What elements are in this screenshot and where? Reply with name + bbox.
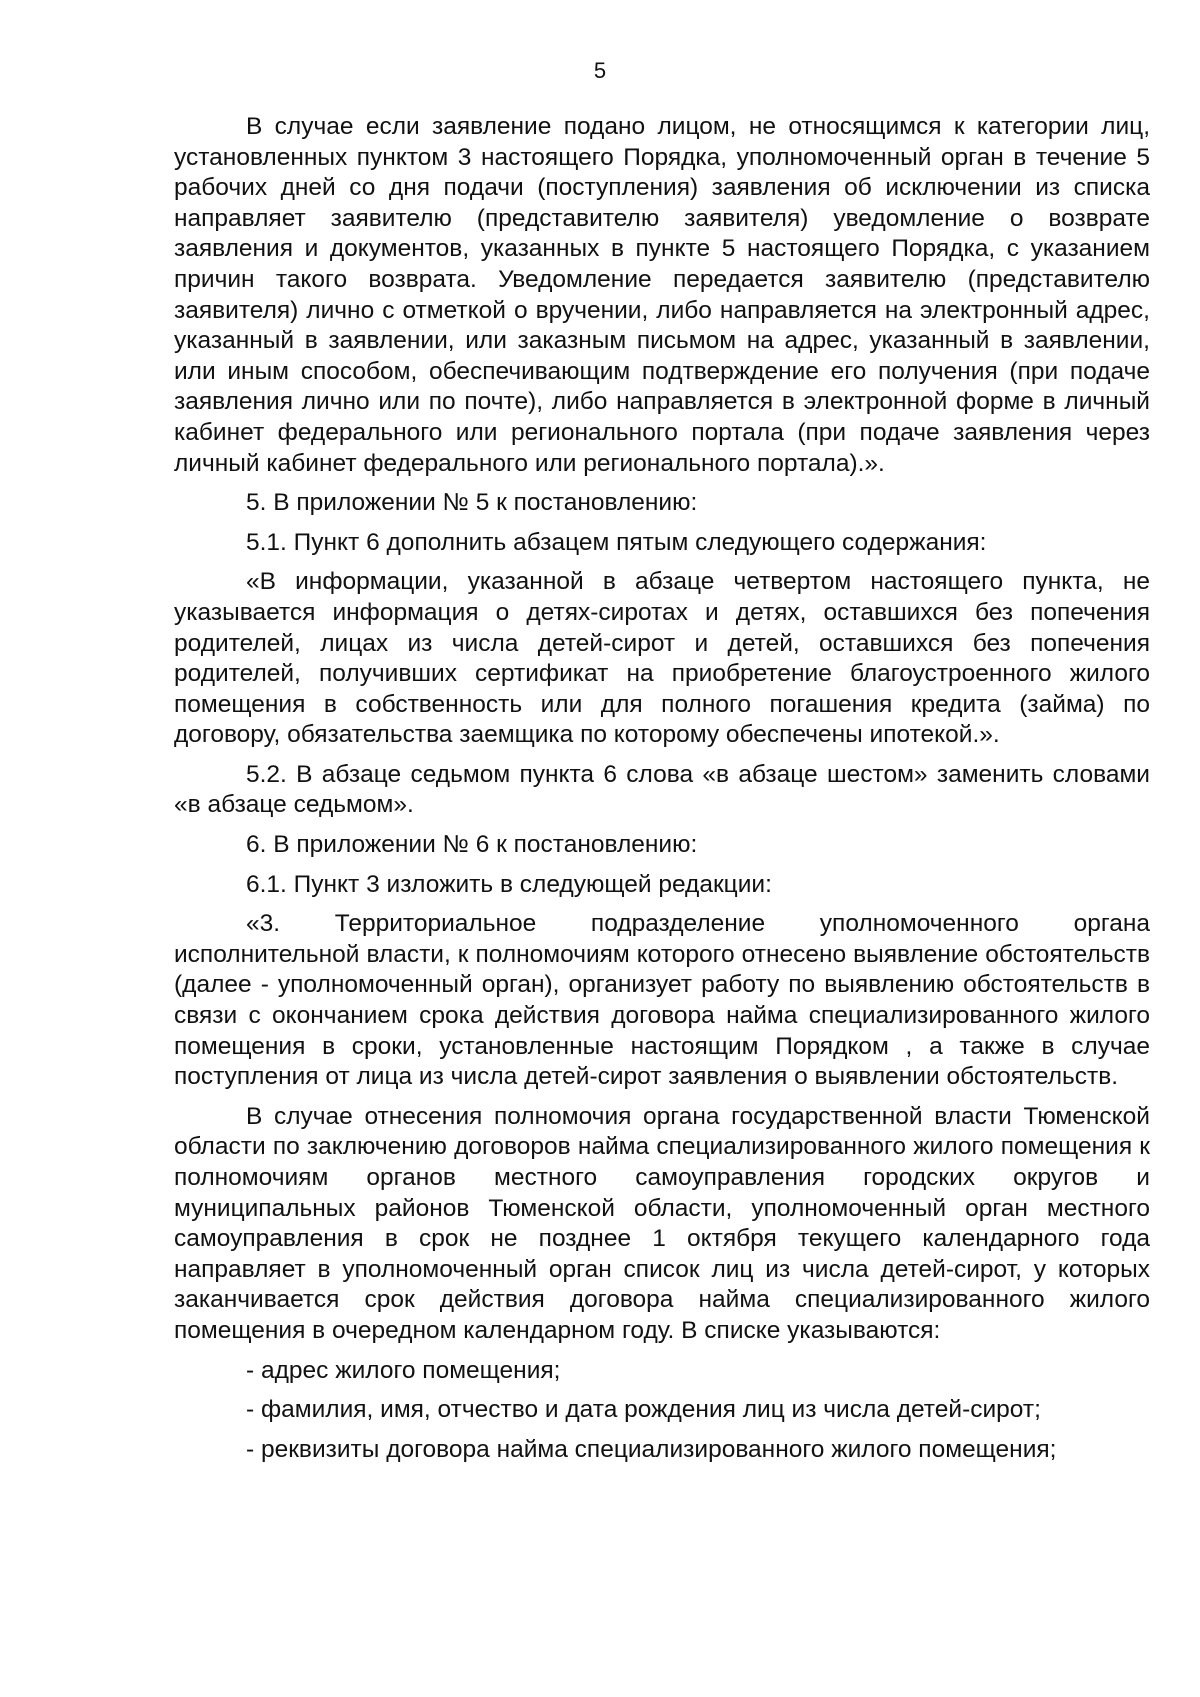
list-item-name: - фамилия, имя, отчество и дата рождения лиц из числа детей-сирот; xyxy=(246,1396,1041,1424)
document-body xyxy=(174,112,1150,1474)
paragraph-return-notice: В случае если заявление подано лицом, не относящимся к категории лиц, установленных пунктом 3 настоящего Порядка, уполномоченный орган в течение 5 рабочих дней со дня подачи (поступления) заявления об исключении из списка направляет заявителю (представителю заявителя) уведомление о возврате заявления и документов, указанных в пункте 5 настоящего Порядка, с указанием причин такого возврата. Уведомление передается заявителю (представителю заявителя) лично с отметкой о вручении, либо направляется на электронный адрес, указанный в заявлении, или заказным письмом на адрес, указанный в заявлении, или иным способом, обеспечивающим подтверждение его получения (при подаче заявления лично или по почте), либо направляется в электронной форме в личный кабинет федерального или регионального портала (при подаче заявления через личный кабинет федерального или регионального портала).». xyxy=(174,113,1150,477)
paragraph-item-5-1: 5.1. Пункт 6 дополнить абзацем пятым следующего содержания: xyxy=(246,528,987,556)
list-item-address: - адрес жилого помещения; xyxy=(246,1356,561,1384)
paragraph-quoted-information: «В информации, указанной в абзаце четвертом настоящего пункта, не указывается информация о детях-сиротах и детях, оставшихся без попечения родителей, лицах из числа детей-сирот и детей, оставшихся без попечения родителей, получивших сертификат на приобретение благоустроенного жилого помещения в собственность или для полного погашения кредита (займа) по договору, обязательства заемщика по которому обеспечены ипотекой.». xyxy=(174,568,1150,749)
paragraph-item-5-2: 5.2. В абзаце седьмом пункта 6 слова «в абзаце шестом» заменить словами «в абзаце седьмом». xyxy=(174,760,1150,819)
page-number: 5 xyxy=(593,58,607,83)
paragraph-item-6-1: 6.1. Пункт 3 изложить в следующей редакции: xyxy=(246,870,772,898)
paragraph-point-3: «3. Территориальное подразделение уполномоченного органа исполнительной власти, к полномочиям которого отнесено выявление обстоятельств (далее - уполномоченный орган), организует работу по выявлению обстоятельств в связи с окончанием срока действия договора найма специализированного жилого помещения в сроки, установленные настоящим Порядком , а также в случае поступления от лица из числа детей-сирот заявления о выявлении обстоятельств. xyxy=(174,910,1150,1091)
paragraph-appendix-5-heading: 5. В приложении № 5 к постановлению: xyxy=(246,489,698,517)
paragraph-appendix-6-heading: 6. В приложении № 6 к постановлению: xyxy=(246,831,698,859)
paragraph-local-authority: В случае отнесения полномочия органа государственной власти Тюменской области по заключению договоров найма специализированного жилого помещения к полномочиям органов местного самоуправления городских округов и муниципальных районов Тюменской области, уполномоченный орган местного самоуправления в срок не позднее 1 октября текущего календарного года направляет в уполномоченный орган список лиц из числа детей-сирот, у которых заканчивается срок действия договора найма специализированного жилого помещения в очередном календарном году. В списке указываются: xyxy=(174,1102,1150,1344)
list-item-contract: - реквизиты договора найма специализированного жилого помещения; xyxy=(246,1435,1057,1463)
